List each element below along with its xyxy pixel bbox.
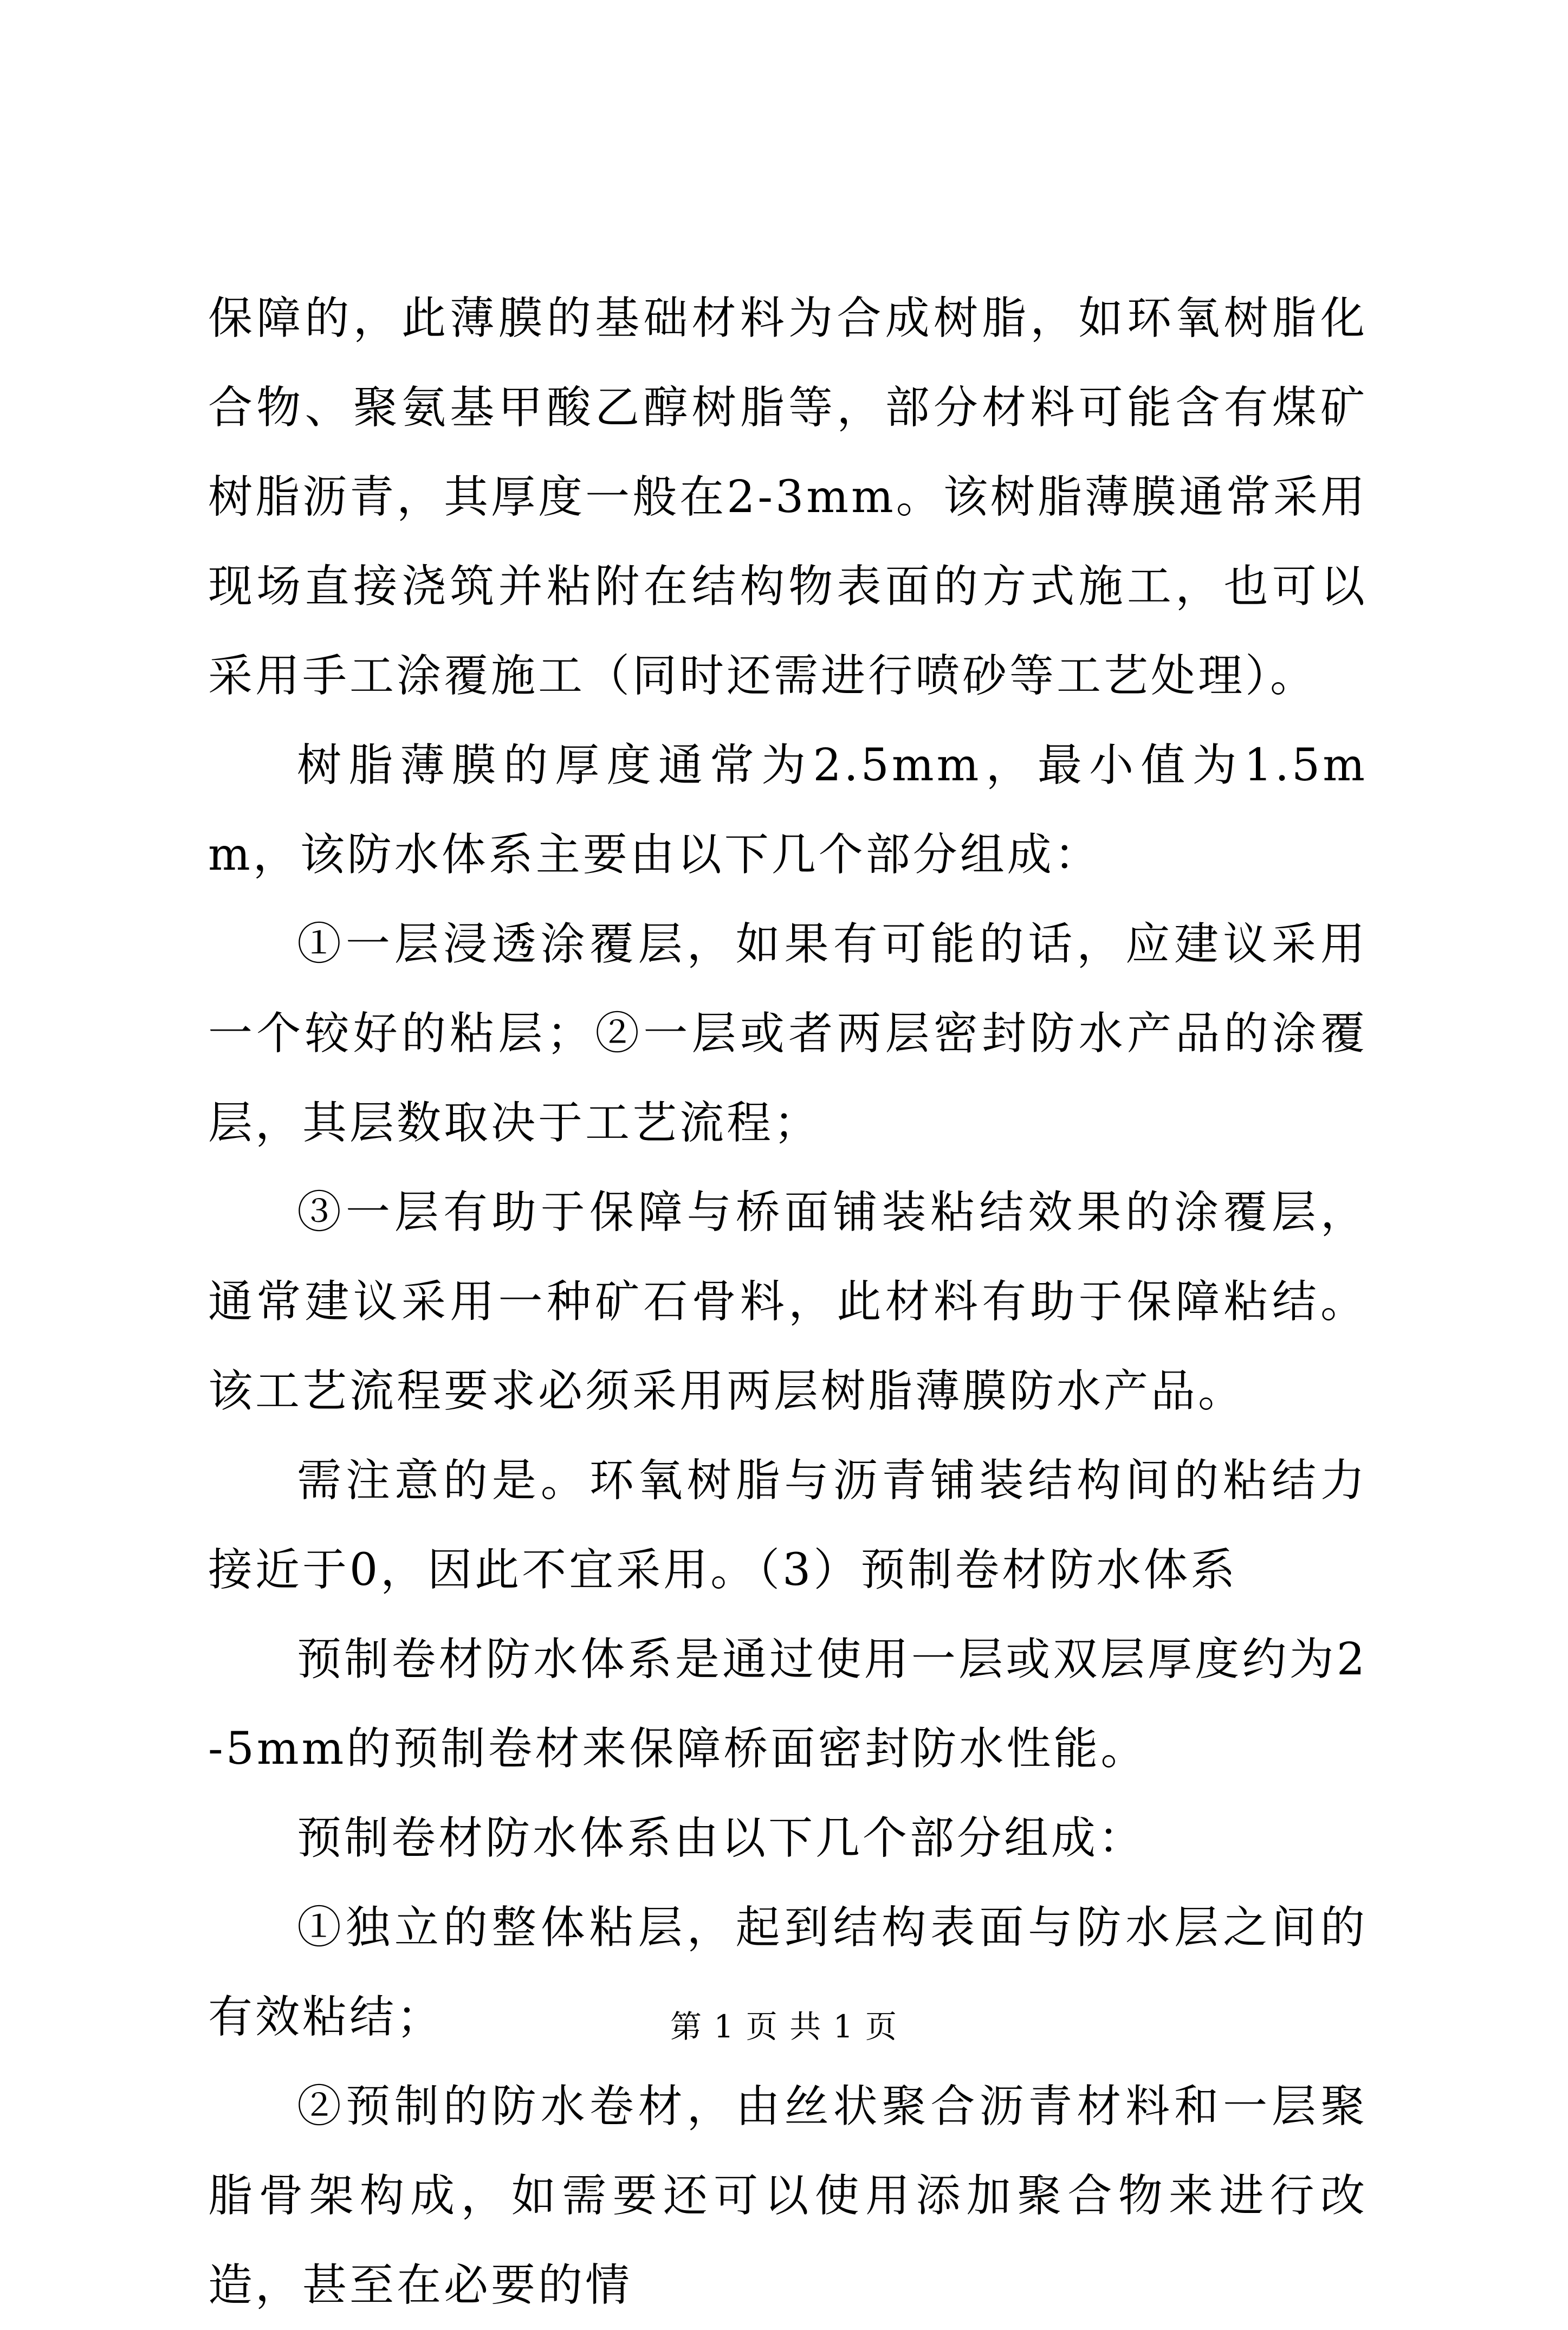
- paragraph-continuation: 保障的，此薄膜的基础材料为合成树脂，如环氧树脂化合物、聚氨基甲酸乙醇树脂等，部分材料可能含有煤矿树脂沥青，其厚度一般在2-3mm。该树脂薄膜通常采用现场直接浇筑并粘附在结构物表面的方式施工，也可以采用手工涂覆施工（同时还需进行喷砂等工艺处理）。: [208, 293, 1368, 702]
- paragraph-component-1: ①独立的整体粘层，起到结构表面与防水层之间的有效粘结；: [208, 1902, 1368, 2043]
- paragraph-membrane-system: 预制卷材防水体系是通过使用一层或双层厚度约为2-5mm的预制卷材来保障桥面密封防水性能。: [208, 1634, 1368, 1775]
- paragraph-layer-3: ③一层有助于保障与桥面铺装粘结效果的涂覆层，通常建议采用一种矿石骨料，此材料有助于保障粘结。该工艺流程要求必须采用两层树脂薄膜防水产品。: [208, 1187, 1368, 1417]
- paragraph-components-intro: 预制卷材防水体系由以下几个部分组成：: [297, 1813, 1146, 1864]
- paragraph-layers-1-2: ①一层浸透涂覆层，如果有可能的话，应建议采用一个较好的粘层；②一层或者两层密封防水产品的涂覆层，其层数取决于工艺流程；: [208, 918, 1368, 1149]
- paragraph-component-2: ②预制的防水卷材，由丝状聚合沥青材料和一层聚脂骨架构成，如需要还可以使用添加聚合物来进行改造，甚至在必要的情: [208, 2081, 1368, 2311]
- paragraph-thickness: 树脂薄膜的厚度通常为2.5mm，最小值为1.5mm，该防水体系主要由以下几个部分组成：: [208, 740, 1368, 881]
- paragraph-note: 需注意的是。环氧树脂与沥青铺装结构间的粘结力接近于0，因此不宜采用。（3）预制卷材防水体系: [208, 1455, 1368, 1596]
- page-footer: 第 1 页 共 1 页: [670, 2008, 898, 2045]
